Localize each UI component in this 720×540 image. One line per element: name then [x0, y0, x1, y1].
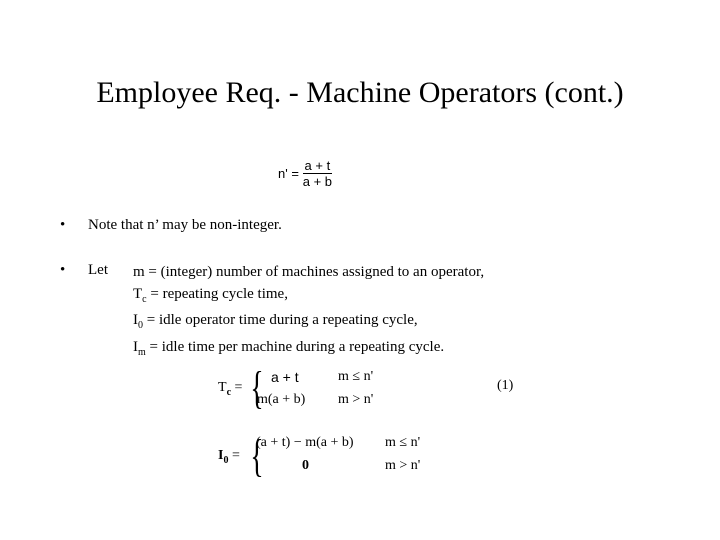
brace-icon: {	[250, 362, 264, 413]
definition-item: $I_0$ = idle operator time during a repeating cycle,	[133, 312, 418, 331]
eq-tc-cond1: m ≤ n'	[338, 369, 374, 384]
slide-title: Employee Req. - Machine Operators (cont.)	[96, 76, 624, 109]
eq-i0-lhs: $I_0$ =	[218, 448, 240, 466]
formula-n-prime	[278, 158, 332, 189]
definition-item: $T_c$ = repeating cycle time,	[133, 285, 288, 305]
eq-tc-cond2: m > n'	[338, 392, 374, 407]
eq-i0-case1: (a + t) − m(a + b)	[256, 435, 354, 450]
eq-i0-cond2: m > n'	[385, 458, 421, 473]
definition-item: $I_m$ = idle time per machine during a repeating cycle.	[133, 338, 445, 358]
formula-lhs: n' =	[278, 166, 299, 181]
definitions-list	[133, 262, 484, 363]
definition-item: m = (integer) number of machines assigned to an operator,	[133, 264, 485, 280]
brace-icon: {	[250, 430, 264, 481]
bullet-icon: •	[60, 217, 66, 233]
formula-numerator: a + t	[304, 158, 331, 173]
bullet-text: Note that n’ may be non-integer.	[88, 217, 282, 233]
equation-number: (1)	[497, 378, 514, 393]
eq-tc-case2: m(a + b)	[257, 392, 306, 407]
eq-tc-case1: a + t	[271, 369, 299, 385]
eq-tc-lhs: $T_c$ =	[218, 380, 243, 398]
formula-denominator: a + b	[302, 174, 333, 189]
bullet-icon: •	[60, 262, 66, 278]
eq-i0-cond1: m ≤ n'	[385, 435, 421, 450]
eq-i0-case2: 0	[302, 458, 309, 473]
bullet-text: Let	[88, 262, 108, 278]
